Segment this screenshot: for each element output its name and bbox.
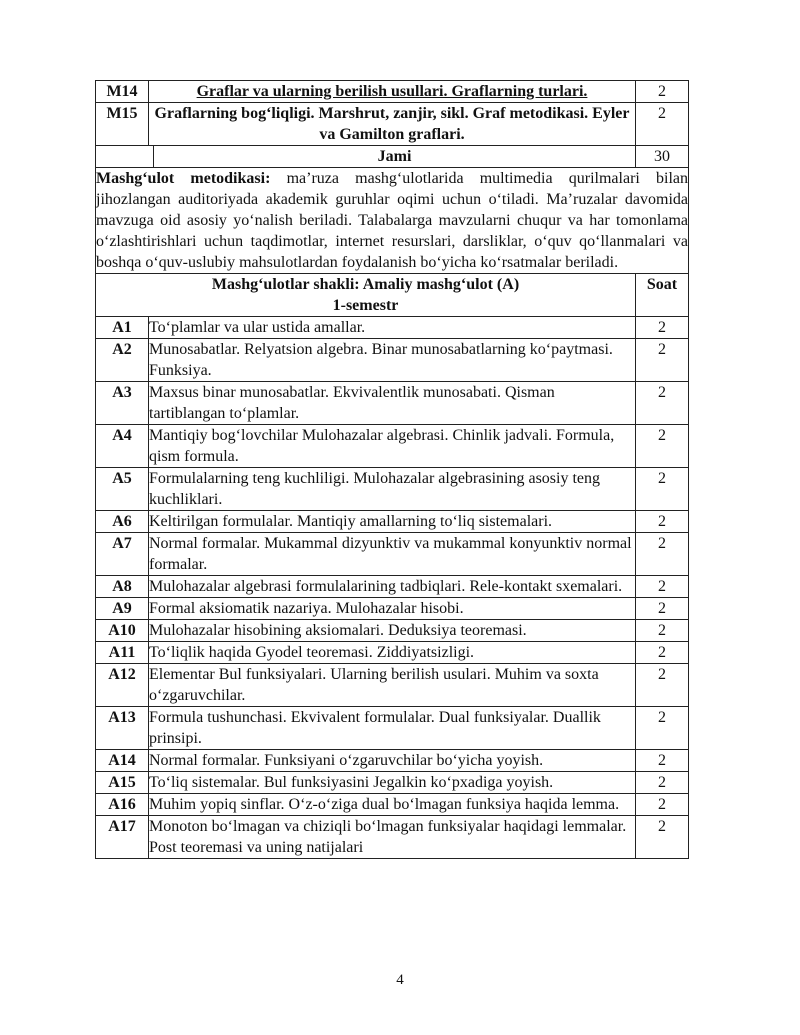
lesson-title: To‘liqlik haqida Gyodel teoremasi. Ziddiyatsizligi. xyxy=(149,642,636,664)
lesson-code: A2 xyxy=(96,339,149,382)
lesson-hours: 2 xyxy=(636,816,689,859)
lesson-row xyxy=(96,620,689,642)
total-hours: 30 xyxy=(636,146,689,168)
lesson-title: To‘liq sistemalar. Bul funksiyasini Jegalkin ko‘pxadiga yoyish. xyxy=(149,772,636,794)
lesson-row xyxy=(96,339,689,382)
lesson-code: A14 xyxy=(96,750,149,772)
lesson-code: A13 xyxy=(96,707,149,750)
lesson-code: A11 xyxy=(96,642,149,664)
lesson-code: A8 xyxy=(96,576,149,598)
lesson-code: A7 xyxy=(96,533,149,576)
lesson-hours: 2 xyxy=(636,382,689,425)
lesson-row xyxy=(96,816,689,859)
practice-heading: Mashg‘ulotlar shakli: Amaliy mashg‘ulot (A) xyxy=(211,276,520,293)
lesson-title: Formula tushunchasi. Ekvivalent formulalar. Dual funksiyalar. Duallik prinsipi. xyxy=(149,707,636,750)
lesson-row xyxy=(96,511,689,533)
lesson-row xyxy=(96,772,689,794)
lesson-title: Keltirilgan formulalar. Mantiqiy amallarning to‘liq sistemalari. xyxy=(149,511,636,533)
lesson-title: Mulohazalar hisobining aksiomalari. Deduksiya teoremasi. xyxy=(149,620,636,642)
lesson-row xyxy=(96,425,689,468)
lesson-code: A9 xyxy=(96,598,149,620)
lesson-code: A10 xyxy=(96,620,149,642)
lesson-hours: 2 xyxy=(636,317,689,339)
lesson-hours: 2 xyxy=(636,750,689,772)
lesson-hours: 2 xyxy=(636,772,689,794)
module-row xyxy=(96,81,689,103)
lesson-title: Maxsus binar munosabatlar. Ekvivalentlik munosabati. Qisman tartiblangan to‘plamlar. xyxy=(149,382,636,425)
hours-column-header: Soat xyxy=(636,274,689,317)
lesson-row xyxy=(96,794,689,816)
lesson-hours: 2 xyxy=(636,642,689,664)
module-code: M15 xyxy=(96,103,149,146)
lesson-hours: 2 xyxy=(636,664,689,707)
lesson-hours: 2 xyxy=(636,468,689,511)
lesson-code: A15 xyxy=(96,772,149,794)
lesson-row xyxy=(96,382,689,425)
lesson-title: Formal aksiomatik nazariya. Mulohazalar hisobi. xyxy=(149,598,636,620)
lesson-title: Munosabatlar. Relyatsion algebra. Binar munosabatlarning ko‘paytmasi. Funksiya. xyxy=(149,339,636,382)
lesson-hours: 2 xyxy=(636,533,689,576)
curriculum-table-body xyxy=(96,81,689,859)
lesson-title: Monoton bo‘lmagan va chiziqli bo‘lmagan funksiyalar haqidagi lemmalar. Post teoremasi va uning natijalari xyxy=(149,816,636,859)
lesson-code: A4 xyxy=(96,425,149,468)
curriculum-table xyxy=(95,80,689,859)
module-hours: 2 xyxy=(636,103,689,146)
total-spacer xyxy=(96,146,154,168)
lesson-title: Normal formalar. Funksiyani o‘zgaruvchilar bo‘yicha yoyish. xyxy=(149,750,636,772)
total-row xyxy=(96,146,689,168)
method-row xyxy=(96,168,689,274)
lesson-title: Normal formalar. Mukammal dizyunktiv va mukammal konyunktiv normal formalar. xyxy=(149,533,636,576)
lesson-code: A1 xyxy=(96,317,149,339)
lesson-title: Mantiqiy bog‘lovchilar Mulohazalar algebrasi. Chinlik jadvali. Formula, qism formula. xyxy=(149,425,636,468)
lesson-hours: 2 xyxy=(636,576,689,598)
module-title: Graflarning bog‘liqligi. Marshrut, zanjir, sikl. Graf metodikasi. Eyler va Gamilton graflari. xyxy=(149,103,636,146)
lesson-code: A6 xyxy=(96,511,149,533)
method-cell xyxy=(96,168,689,274)
lesson-row xyxy=(96,317,689,339)
lesson-title: Elementar Bul funksiyalari. Ularning berilish usulari. Muhim va soxta o‘zgaruvchilar. xyxy=(149,664,636,707)
total-label: Jami xyxy=(154,146,636,168)
lesson-code: A12 xyxy=(96,664,149,707)
method-label: Mashg‘ulot metodikasi: xyxy=(96,170,271,187)
module-title: Graflar va ularning berilish usullari. Graflarning turlari. xyxy=(149,81,636,103)
lesson-title: Mulohazalar algebrasi formulalarining tadbiqlari. Rele-kontakt sxemalari. xyxy=(149,576,636,598)
lesson-code: A3 xyxy=(96,382,149,425)
lesson-hours: 2 xyxy=(636,339,689,382)
lesson-row xyxy=(96,664,689,707)
module-code: M14 xyxy=(96,81,149,103)
method-text: ma’ruza mashg‘ulotlarida multimedia qurilmalari bilan jihozlangan auditoriyada akademik guruhlar oqimi uchun o‘tiladi. Ma’ruzalar davomida mavzuga oid asosiy yo‘nalish beriladi. Talabalarga mavzularni chuqur va har tomonlama o‘zlashtirishlari uchun taqdimotlar, internet resurslari, darsliklar, o‘quv qo‘llanmalari va boshqa o‘quv-uslubiy mahsulotlardan foydalanish bo‘yicha ko‘rsatmalar beriladi. xyxy=(96,170,689,271)
lesson-row xyxy=(96,576,689,598)
practice-header-cell xyxy=(96,274,636,317)
lesson-hours: 2 xyxy=(636,707,689,750)
lesson-row xyxy=(96,598,689,620)
lesson-title: Muhim yopiq sinflar. O‘z-o‘ziga dual bo‘lmagan funksiya haqida lemma. xyxy=(149,794,636,816)
lesson-title: To‘plamlar va ular ustida amallar. xyxy=(149,317,636,339)
lesson-code: A5 xyxy=(96,468,149,511)
practice-semester: 1-semestr xyxy=(332,297,399,314)
lesson-hours: 2 xyxy=(636,425,689,468)
lesson-row xyxy=(96,468,689,511)
lesson-row xyxy=(96,707,689,750)
lesson-row xyxy=(96,750,689,772)
lesson-row xyxy=(96,642,689,664)
lesson-hours: 2 xyxy=(636,794,689,816)
lesson-code: A16 xyxy=(96,794,149,816)
lesson-hours: 2 xyxy=(636,598,689,620)
module-row xyxy=(96,103,689,146)
lesson-hours: 2 xyxy=(636,620,689,642)
lesson-code: A17 xyxy=(96,816,149,859)
lesson-row xyxy=(96,533,689,576)
practice-header-row xyxy=(96,274,689,317)
lesson-title: Formulalarning teng kuchliligi. Mulohazalar algebrasining asosiy teng kuchliklari. xyxy=(149,468,636,511)
module-hours: 2 xyxy=(636,81,689,103)
page-number: 4 xyxy=(396,972,404,988)
lesson-hours: 2 xyxy=(636,511,689,533)
